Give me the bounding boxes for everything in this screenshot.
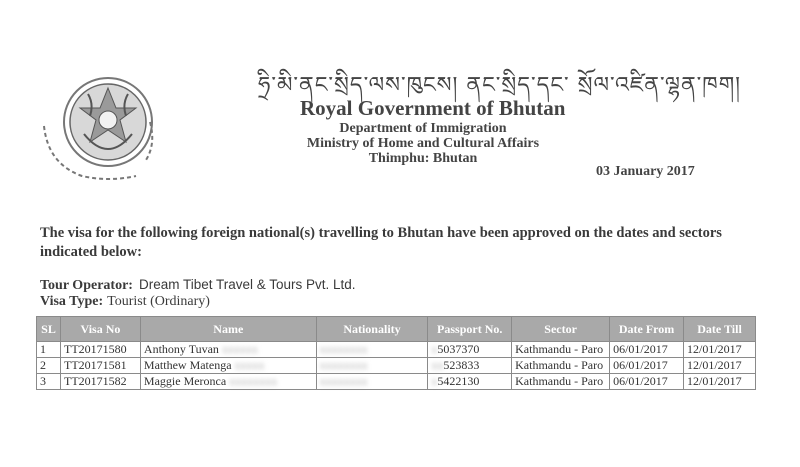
column-header: Nationality xyxy=(316,317,428,342)
column-header: Date Till xyxy=(684,317,756,342)
date-till-cell: 12/01/2017 xyxy=(684,342,756,358)
column-header: Date From xyxy=(610,317,684,342)
tour-operator-value: Dream Tibet Travel & Tours Pvt. Ltd. xyxy=(138,277,356,292)
visa-type-line xyxy=(40,294,210,310)
sector-cell: Kathmandu - Paro xyxy=(512,374,610,390)
name-cell xyxy=(140,342,316,358)
passport-cell xyxy=(428,358,512,374)
redacted-nationality: xxxxxxxx xyxy=(319,374,368,388)
tour-operator-line xyxy=(40,277,356,294)
sector-cell: Kathmandu - Paro xyxy=(512,342,610,358)
redacted-surname: xxxxxxxx xyxy=(229,374,278,388)
date-from-cell: 06/01/2017 xyxy=(610,342,684,358)
visa-type-label: Visa Type: xyxy=(40,294,104,309)
redacted-surname: xxxxx xyxy=(234,358,265,372)
name-text: Matthew Matenga xyxy=(143,358,232,372)
table-row xyxy=(37,342,756,358)
redacted-nationality: xxxxxxxx xyxy=(319,358,368,372)
name-cell xyxy=(140,374,316,390)
sl-cell: 1 xyxy=(37,342,61,358)
redacted-surname: xxxxxx xyxy=(221,342,258,356)
column-header: Passport No. xyxy=(428,317,512,342)
nationality-cell xyxy=(316,358,428,374)
visa-no-cell: TT20171581 xyxy=(60,358,140,374)
visa-no-cell: TT20171580 xyxy=(60,342,140,358)
visa-no-cell: TT20171582 xyxy=(60,374,140,390)
visa-type-value: Tourist (Ordinary) xyxy=(107,294,210,309)
date-from-cell: 06/01/2017 xyxy=(610,374,684,390)
redacted-passport-prefix: xx xyxy=(431,358,444,372)
government-title: Royal Government of Bhutan xyxy=(300,96,566,120)
date-till-cell: 12/01/2017 xyxy=(684,374,756,390)
passport-text: 523833 xyxy=(443,358,480,372)
column-header: Sector xyxy=(512,317,610,342)
passport-cell xyxy=(428,374,512,390)
sl-cell: 2 xyxy=(37,358,61,374)
column-header: SL xyxy=(37,317,61,342)
sector-cell: Kathmandu - Paro xyxy=(512,358,610,374)
name-text: Maggie Meronca xyxy=(143,374,227,388)
date-till-cell: 12/01/2017 xyxy=(684,358,756,374)
nationality-cell xyxy=(316,374,428,390)
location: Thimphu: Bhutan xyxy=(368,151,478,166)
ministry-name: Ministry of Home and Cultural Affairs xyxy=(306,136,540,151)
passport-cell xyxy=(428,342,512,358)
visa-table xyxy=(36,316,756,390)
department-name: Department of Immigration xyxy=(339,121,507,136)
intro-paragraph: The visa for the following foreign national(s) travelling to Bhutan have been approved on the dates and sectors indicated below: xyxy=(40,225,722,260)
royal-emblem-seal xyxy=(38,64,166,184)
sl-cell: 3 xyxy=(37,374,61,390)
column-header: Visa No xyxy=(60,317,140,342)
tour-operator-label: Tour Operator: xyxy=(40,278,133,293)
nationality-cell xyxy=(316,342,428,358)
passport-text: 5037370 xyxy=(437,342,480,356)
letter-date: 03 January 2017 xyxy=(596,164,695,179)
table-row xyxy=(37,358,756,374)
column-header: Name xyxy=(140,317,316,342)
redacted-passport-prefix: x xyxy=(431,374,438,388)
redacted-passport-prefix: x xyxy=(431,342,438,356)
passport-text: 5422130 xyxy=(437,374,480,388)
name-text: Anthony Tuvan xyxy=(143,342,219,356)
table-header-row xyxy=(37,317,756,342)
redacted-nationality: xxxxxxxx xyxy=(319,342,368,356)
name-cell xyxy=(140,358,316,374)
dzongkha-ministry-line: ཧྲི་མི་ནང་སྲིད་ལས་ཁུངས། ནང་སྲིད་དང་ སྲོལ་འཛིན་ལྷན་ཁག། xyxy=(258,73,742,98)
table-row xyxy=(37,374,756,390)
date-from-cell: 06/01/2017 xyxy=(610,358,684,374)
